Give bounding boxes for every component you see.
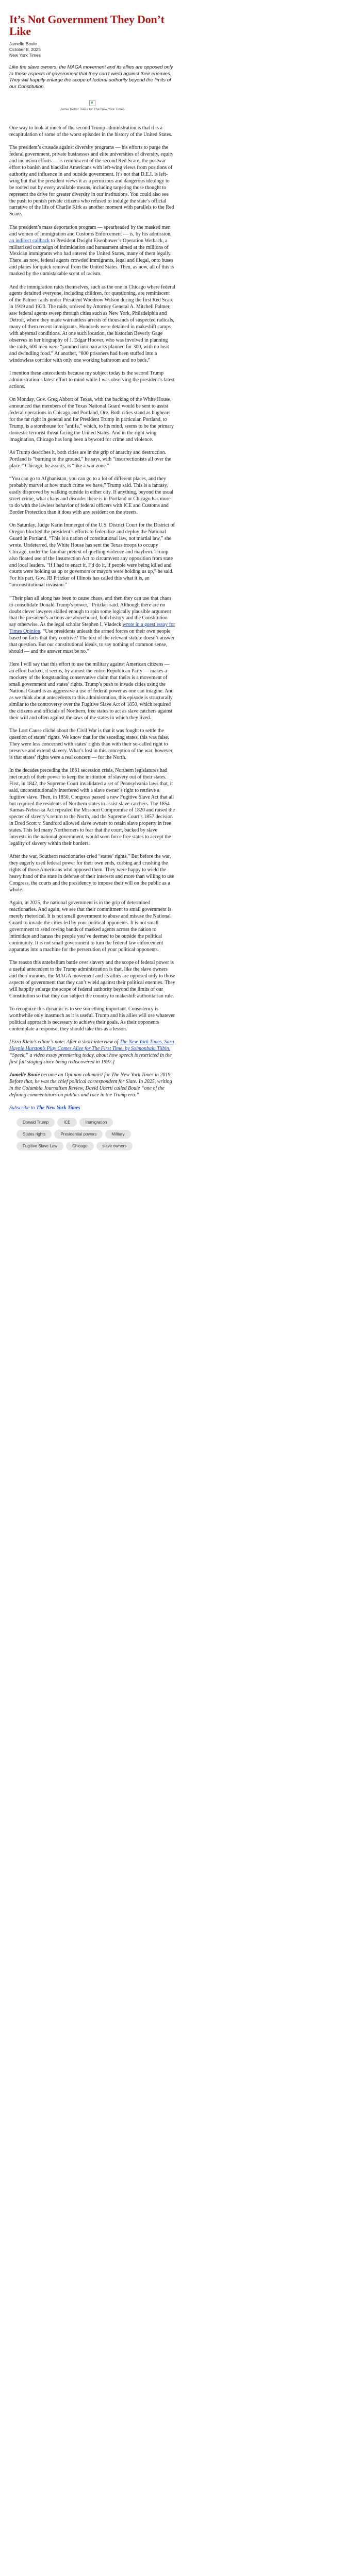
paragraph: The president’s mass deportation program — spearheaded by the masked men and women of Immigration and Customs Enforcement — is, by his admission, an indirect callback to President Dwight Eisenhower’s Operation Wetback, a militarized campaign of intimidation and harassment aimed at the millions of Mexican immigrants who had entered the United States, many of them legally. There, as now, federal agents crowded immigrants, legal and illegal, onto buses and planes for quick removal from the United States. Then, as now, all of this is marked by the unmistakable scent of racism. [9,224,174,277]
paragraph: “Their plan all along has been to cause chaos, and then they can use that chaos to consolidate Donald Trump’s power,” Pritzker said. Although there are no doubt clever lawyers skilled enough to spin some logically plausible argument that the president’s actions are aboveboard, both history and the Constitution say otherwise. As the legal scholar Stephen I. Vladeck wrote in a guest essay for Times Opinion, “Use presidents unleash the armed forces on their own people based on facts that they contrive? The text of the relevant statute doesn’t answer that question. But our constitutional ideals, to say nothing of common sense, should — and the answer must be no.” [9,595,175,654]
paragraph: Again, in 2025, the national government is in the grip of determined reactionaries. And again, we see that their commitment to small government is merely rhetorical. It is not small government to abuse and misuse the National Guard to invade the cities led by your political opponents. It is not small government to send roving bands of masked agents across the nation to intimidate and harass the people you’ve deemed to be outside the political community. It is not small government to turn the federal law enforcement apparatus into a machine for the persecution of your political opponents. [9,900,172,953]
paragraph: I mention these antecedents because my subject today is the second Trump administration’s latest effort to mind while I was observing the president’s latest actions. [9,370,175,389]
tag-chip[interactable]: Immigration [79,1118,113,1127]
tag-chip[interactable]: Chicago [66,1142,93,1150]
tag-chip[interactable]: Donald Trump [17,1118,55,1127]
paragraph: After the war, Southern reactionaries cried “states’ rights.” But before the war, they eagerly used federal power for their own ends, curbing and crushing the rights of those Americans who opposed them. They were happy to wield the heavy hand of the state in defense of their interests and more than willing to use Congress, the courts and the presidency to impose their will on the public as a whole. [9,854,174,893]
tag-chip[interactable]: ICE [57,1118,76,1127]
topic-tags [17,1118,140,1150]
byline: Jamelle Bouie [9,41,37,46]
author-bio: Jamelle Bouie became an Opinion columnist for The New York Times in 2019. Before that, he was the chief political correspondent for Slate. In 2025, writing in the Columbia Journalism Review, David Uberti called Bouie “one of the defining commentators on politics and race in the Trump era.” [9,1072,172,1098]
publish-date: October 8, 2025 [9,47,41,52]
bio-author-name: Jamelle Bouie [9,1072,40,1078]
paragraph: On Saturday, Judge Karin Immergut of the U.S. District Court for the District of Oregon blocked the president’s efforts to federalize and deploy the National Guard in Portland. “This is a nation of constitutional law, not martial law,” she wrote. Undeterred, the White House has sent the Texas troops to occupy Chicago, under the familiar pretext of quelling violence and mayhem. Trump also floated use of the Insurrection Act to circumvent any opposition from state and local leaders. “If I had to enact it, I’d do it, if people were being killed and courts were holding us up or governors or mayors were holding us up,” he said. For his part, Gov. JB Pritzker of Illinois has called this what it is, an “unconstitutional invasion.” [9,522,175,588]
headline: It’s Not Government They Don’t Like [9,13,165,38]
paragraph: Here I will say that this effort to use the military against American citizens — an effort backed, it seems, by almost the entire Republican Party — makes a mockery of the longstanding conservative claim that theirs is a movement of small government and states’ rights. Trump’s push to invade cities using the National Guard is as aggressive a use of federal power as one can imagine. And as we think about antecedents to this administration, this episode is structurally similar to the controversy over the Fugitive Slave Act of 1850, which required the citizens and officials of Northern, free states to act as slave catchers against their will and often against the laws of the states in which they lived. [9,662,174,721]
publication-link[interactable]: New York Times [9,53,41,58]
article-dek: Like the slave owners, the MAGA movement and its allies are opposed only to those aspects of government that they can’t wield against their enemies. They will happily enlarge the scope of federal authority beyond the limits of our Constitution. [9,64,173,90]
paragraph: One way to look at much of the second Trump administration is that it is a recapitulation of some of the worst episodes in the history of the United States. [9,125,173,138]
tag-chip[interactable]: States rights [17,1130,52,1139]
play-article-link[interactable]: The New York Times, Sara Haynie Hurston’s Play Comes Alive for The First Time, by Solmonbaiu Tilbin, [9,1039,174,1052]
tag-chip[interactable]: slave owners [96,1142,133,1150]
image-credit: Jamie Kelter Davis for The New York Times [60,108,125,111]
paragraph: On Monday, Gov. Greg Abbott of Texas, with the backing of the White House, announced that members of the Texas National Guard would be sent to assist federal operations in Chicago and Portland, Ore. Both cities stand as bugbears for the far right in general and for President Trump in particular. Portland, to Trump, is a storehouse for “antifa,” which, to his mind, seems to be the primary domestic terrorist threat facing the United States. And in the right-wing imagination, Chicago has long been a byword for crime and violence. [9,397,174,443]
broken-image-icon [89,100,95,106]
paragraph: The Lost Cause cliché about the Civil War is that it was fought to settle the question of states’ rights. We know that for the seceding states, this was false. They were less concerned with states’ rights than with their so-called right to preserve and extend slavery. What’s lost in this conception of the war, however, is that states’ rights were a real concern — for the North. [9,728,174,760]
paragraph: As Trump describes it, both cities are in the grip of anarchy and destruction. Portland is “burning to the ground,” he says, with “insurrectionists all over the place.” Chicago, he asserts, is “like a war zone.” [9,449,171,469]
tag-chip[interactable]: Fugitive Slave Law [17,1142,63,1150]
paragraph: To recognize this dynamic is to see something important. Consistency is worthwhile only inasmuch as it is useful. Trump and his allies will use whatever political approach is necessary to achieve their goals. As their opponents contemplate a response, they should take this as a lesson. [9,1006,175,1032]
article-container [9,0,175,1150]
paragraph: And the immigration raids themselves, such as the one in Chicago where federal agents detained everyone, including children, for questioning, are reminiscent of the Palmer raids under President Woodrow Wilson during the first Red Scare in 1919 and 1920. The raids, ordered by Attorney General A. Mitchell Palmer, saw federal agents sweep through cities such as New York, Philadelphia and Detroit, where they made warrantless arrests of thousands of suspected radicals, many of them recent immigrants. Hundreds were detained in makeshift camps with abysmal conditions. At one such location, the historian Beverly Gage observes in her biography of J. Edgar Hoover, who was involved in planning the raids, 600 men were “jammed into barracks planned for 300, with no heat and dwindling food.” At another, “800 prisoners had been stuffed into a windowless corridor with only one working bathroom and no beds.” [9,284,175,363]
article-body [9,125,175,1099]
paragraph: “You can go to Afghanistan, you can go to a lot of different places, and they probably marvel at how much crime we have,” Trump said. This is a fantasy, easily disproved by walking outside in either city. If anything, beyond the usual street crime, what chaos and disorder there is in Portland or Chicago has more to do with the lawless behavior of federal officers with ICE and Customs and Border Protection than it does with any resident on the streets. [9,476,174,515]
guest-essay-link[interactable]: wrote in a guest essay for Times Opinion [9,622,175,635]
paragraph: In the decades preceding the 1861 secession crisis, Northern legislatures had met much of their power to keep the institution of slavery out of their states. First, in 1842, the Supreme Court invalidated a set of Pennsylvania laws that, it said, unconstitutionally interfered with a slave owner’s right to retrieve a fugitive slave. Then, in 1850, Congress passed a new Fugitive Slave Act that all but required the residents of Northern states to assist slave catchers. The 1854 Kansas-Nebraska Act repealed the Missouri Compromise of 1820 and raised the specter of slavery’s return to the North, and the Supreme Court’s 1857 decision in Dred Scott v. Sandford allowed slave owners to retain slave property in free states. This led many Northerners to fear that the court, backed by slave interests in the national government, would soon force free states to accept the legality of slavery within their borders. [9,768,175,846]
paragraph: The reason this antebellum battle over slavery and the scope of federal power is a useful antecedent to the Trump administration is that, like the slave owners and their minions, the MAGA movement and its allies are opposed only to those aspects of government that they can’t wield against their political enemies. They will happily enlarge the scope of federal authority beyond the limits of our Constitution so that they can subject the country to makeshift authoritarian rule. [9,960,175,999]
indirect-callback-link[interactable]: an indirect callback [9,238,50,244]
tag-chip[interactable]: Presidential powers [54,1130,103,1139]
article-image [9,95,175,116]
paragraph: The president’s crusade against diversity programs — his efforts to purge the federal government, private businesses and elite universities of diversity, equity and inclusion efforts — is reminiscent of the second Red Scare, the postwar effort to banish and blacklist Americans with left-wing views from positions of authority and influence in and outside government. It’s not that D.E.I. is left-wing but that the president views it as a pernicious and dangerous ideology to be rooted out by every available means, including targeting those thought to represent the drive for greater diversity in our institutions. You could also see the push to punish private citizens who refused to indulge the state’s official narrative of the life of Charlie Kirk as another moment with parallels to the Red Scare. [9,145,174,217]
tag-chip[interactable]: Military [105,1130,130,1139]
subscribe-link[interactable]: Subscribe to The New York Times [9,1105,80,1111]
editor-note: [Ezra Klein’s editor’s note: After a short interview of The New York Times, Sara Haynie Hurston’s Play Comes Alive for The First Time, by Solmonbaiu Tilbin, “Speek,” a video essay premiering today, about how speech is restricted in the first full staging since being rediscovered in 1997.] [9,1039,174,1065]
